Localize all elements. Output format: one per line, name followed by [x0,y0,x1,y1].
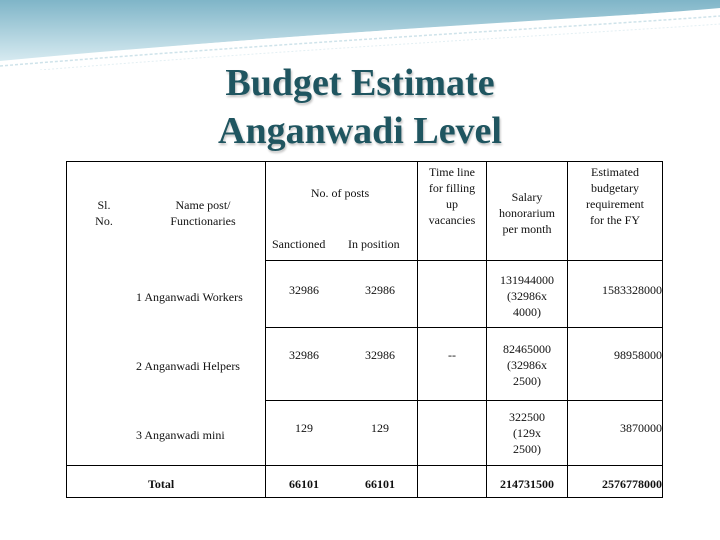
col-sep-salary [486,161,487,498]
row-sep-3-left [66,465,266,466]
col-sep-estimated [567,161,568,498]
row-in-position: 129 [371,421,389,435]
row-name: Anganwadi Helpers [144,359,240,373]
total-estimated: 2576778000 [602,477,662,491]
table-row [136,427,266,443]
table-border-top [66,161,663,162]
row-sl: 1 [136,290,142,304]
header-no-of-posts: No. of posts [310,186,370,200]
title-line-2: Anganwadi Level [218,110,502,152]
header-estimated: Estimated budgetary requirement for the FY [586,165,644,227]
row-name: Anganwadi mini [144,428,225,442]
table-border-right [662,161,663,498]
table-border-bottom [66,497,663,498]
col-sep-name [265,161,266,498]
header-sl-no: Sl. No. [95,198,113,228]
row-sep-3 [266,465,662,466]
header-in-position: In position [348,237,400,251]
row-salary: 322500 (129x 2500) [509,410,545,456]
total-sanctioned: 66101 [289,477,319,491]
row-sep-header [266,260,662,261]
row-in-position: 32986 [365,283,395,297]
row-time-line: -- [448,348,456,362]
col-sep-timeline [417,161,418,498]
total-salary: 214731500 [500,477,554,491]
row-estimated: 3870000 [620,421,662,435]
row-sanctioned: 129 [295,421,313,435]
row-salary: 82465000 (32986x 2500) [503,342,551,388]
row-salary: 131944000 (32986x 4000) [500,273,554,319]
total-label: Total [148,477,175,491]
row-sl: 2 [136,359,142,373]
table-border-left [66,161,67,498]
total-in-position: 66101 [365,477,395,491]
row-in-position: 32986 [365,348,395,362]
header-sanctioned: Sanctioned [272,237,326,251]
row-estimated: 1583328000 [602,283,662,297]
header-time-line: Time line for filling up vacancies [428,165,476,227]
row-estimated: 98958000 [614,348,662,362]
row-name: Anganwadi Workers [144,290,243,304]
table-row [136,289,266,305]
header-name-post: Name post/ Functionaries [170,198,236,228]
row-sanctioned: 32986 [289,283,319,297]
row-sanctioned: 32986 [289,348,319,362]
row-sl: 3 [136,428,142,442]
table-row [136,358,266,374]
row-sep-2 [266,400,662,401]
header-salary: Salary honorarium per month [499,190,555,236]
row-sep-1 [266,327,662,328]
title-line-1: Budget Estimate [225,62,495,104]
